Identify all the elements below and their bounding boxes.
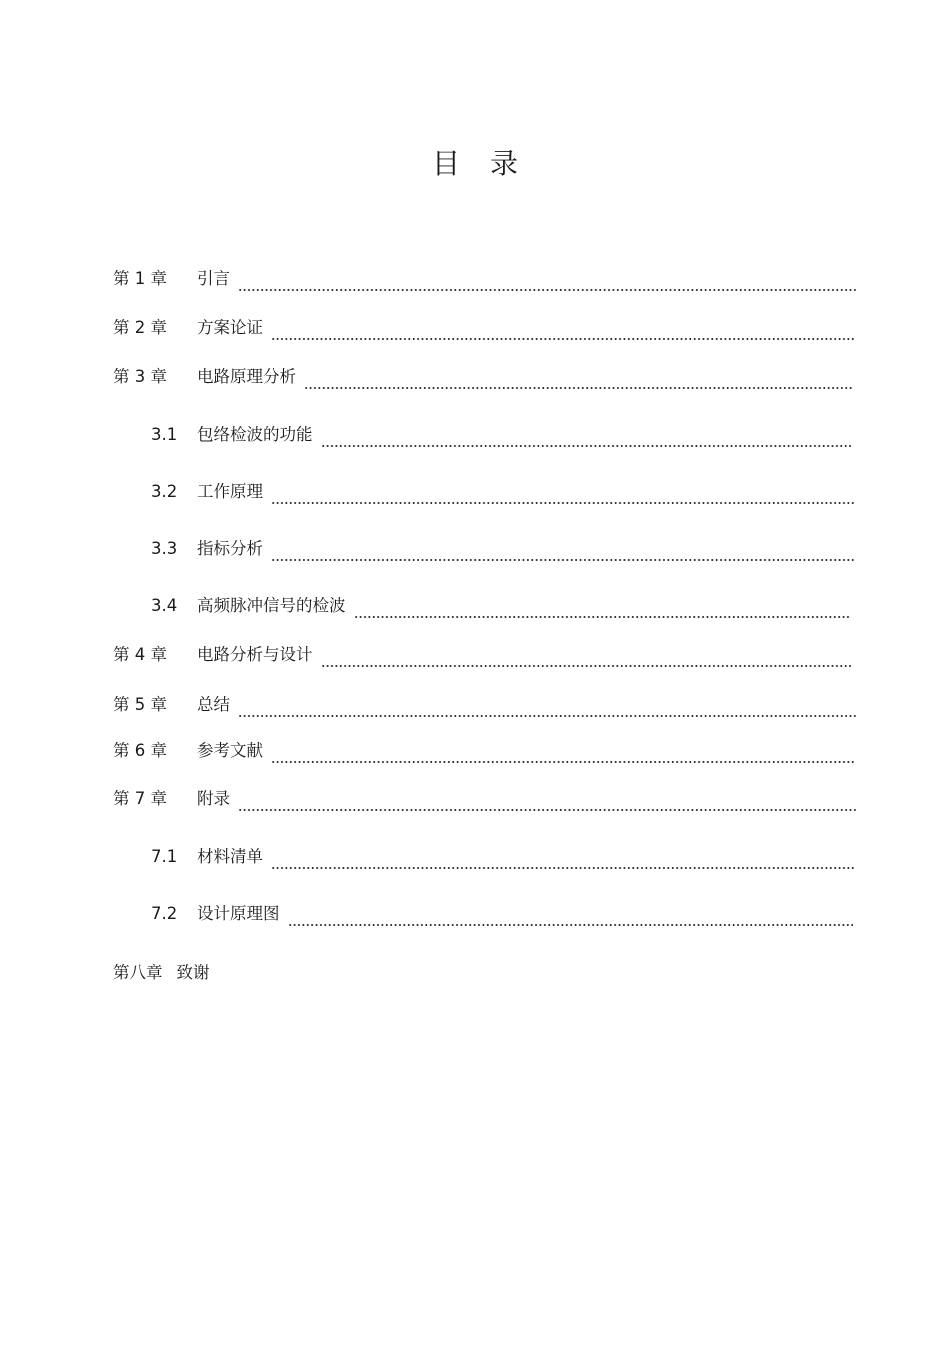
toc-entry-number: 第 6 章 bbox=[113, 741, 167, 760]
toc-dot-leader bbox=[271, 540, 854, 562]
toc-entry-number: 7.2 bbox=[151, 904, 178, 923]
toc-entry-number: 第 1 章 bbox=[113, 269, 167, 288]
toc-entry-label: 高频脉冲信号的检波 bbox=[197, 596, 346, 615]
toc-entry-label: 材料清单 bbox=[197, 847, 263, 866]
toc-dot-leader bbox=[271, 742, 854, 764]
toc-entry-label: 附录 bbox=[197, 789, 230, 808]
toc-dot-leader bbox=[238, 696, 857, 718]
toc-entry-label: 引言 bbox=[197, 269, 230, 288]
toc-entry-label: 参考文献 bbox=[197, 741, 263, 760]
toc-entry-chapter-3[interactable] bbox=[113, 362, 853, 388]
toc-entry-number: 第 4 章 bbox=[113, 645, 167, 664]
toc-dot-leader bbox=[238, 270, 857, 292]
toc-dot-leader bbox=[271, 483, 854, 505]
toc-entry-number: 3.4 bbox=[151, 596, 178, 615]
toc-entry-section-7-1[interactable] bbox=[113, 842, 854, 868]
toc-dot-leader bbox=[321, 426, 853, 448]
toc-entry-section-3-4[interactable] bbox=[113, 591, 851, 617]
toc-entry-number: 3.2 bbox=[151, 482, 178, 501]
toc-entry-number: 第 7 章 bbox=[113, 789, 167, 808]
toc-dot-leader bbox=[304, 368, 853, 390]
toc-entry-section-7-2[interactable] bbox=[113, 899, 853, 925]
toc-dot-leader bbox=[271, 848, 854, 870]
toc-dot-leader bbox=[354, 597, 852, 619]
toc-entry-chapter-1[interactable] bbox=[113, 264, 857, 290]
toc-entry-label: 电路分析与设计 bbox=[197, 645, 313, 664]
toc-entry-number: 7.1 bbox=[151, 847, 178, 866]
toc-entry-number: 3.1 bbox=[151, 425, 178, 444]
toc-entry-chapter-4[interactable] bbox=[113, 640, 852, 666]
toc-entry-label: 设计原理图 bbox=[197, 904, 280, 923]
toc-entry-label: 总结 bbox=[197, 695, 230, 714]
toc-entry-number: 第 2 章 bbox=[113, 318, 167, 337]
toc-entry-label: 工作原理 bbox=[197, 482, 263, 501]
toc-title bbox=[0, 146, 950, 182]
toc-dot-leader bbox=[288, 905, 854, 927]
toc-title-char-2: 录 bbox=[490, 147, 519, 180]
toc-entry-section-3-1[interactable] bbox=[113, 420, 852, 446]
toc-entry-label: 致谢 bbox=[176, 963, 210, 982]
toc-entry-label: 包络检波的功能 bbox=[197, 425, 313, 444]
toc-entry-label: 指标分析 bbox=[197, 539, 263, 558]
toc-entry-chapter-2[interactable] bbox=[113, 313, 854, 339]
toc-entry-section-3-2[interactable] bbox=[113, 477, 854, 503]
toc-entry-number: 3.3 bbox=[151, 539, 178, 558]
toc-dot-leader bbox=[271, 319, 854, 341]
toc-entry-chapter-7[interactable] bbox=[113, 784, 857, 810]
toc-entry-section-3-3[interactable] bbox=[113, 534, 854, 560]
toc-entry-chapter-6[interactable] bbox=[113, 736, 854, 762]
toc-dot-leader bbox=[321, 646, 853, 668]
toc-entry-chapter-8[interactable] bbox=[113, 958, 210, 984]
toc-entry-label: 方案论证 bbox=[197, 318, 263, 337]
toc-entry-number: 第 5 章 bbox=[113, 695, 167, 714]
toc-entry-label: 电路原理分析 bbox=[197, 367, 296, 386]
toc-title-char-1: 目 bbox=[431, 147, 460, 180]
toc-entry-chapter-5[interactable] bbox=[113, 690, 857, 716]
toc-entry-number: 第 3 章 bbox=[113, 367, 167, 386]
toc-entry-number: 第八章 bbox=[113, 963, 163, 982]
toc-dot-leader bbox=[238, 790, 857, 812]
